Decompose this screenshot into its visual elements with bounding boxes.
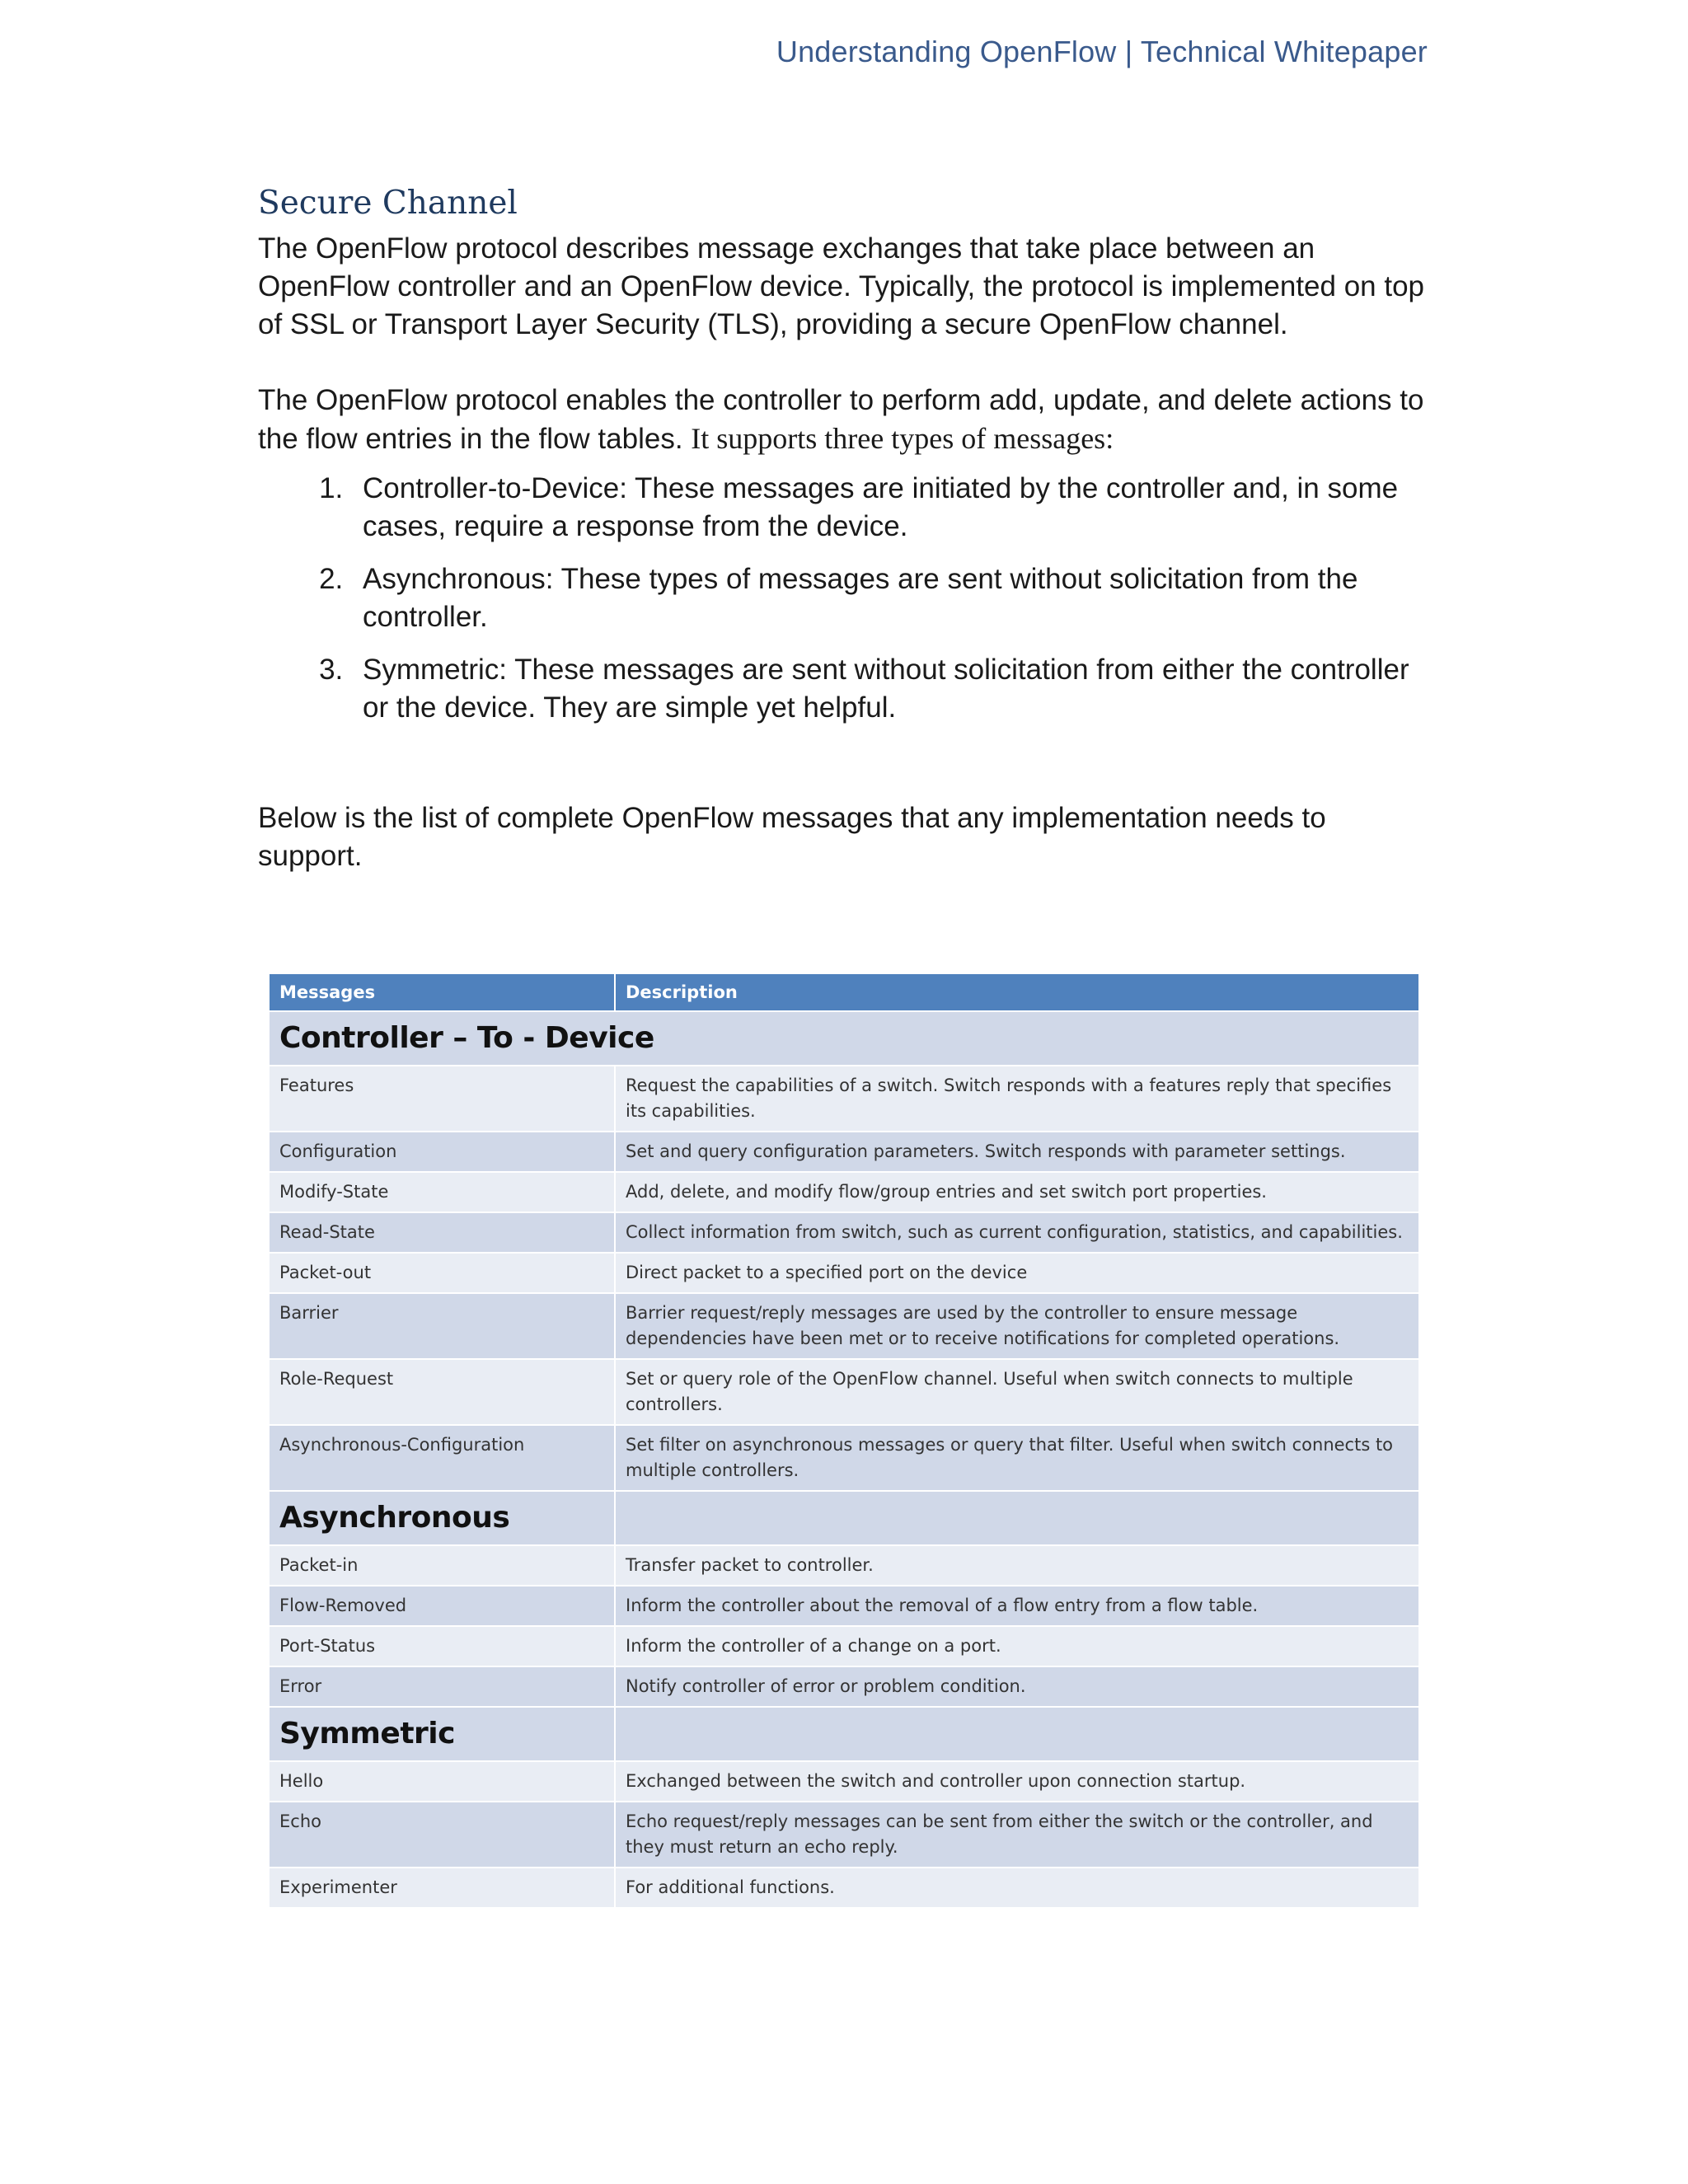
message-name: Modify-State (270, 1173, 614, 1212)
table-intro-paragraph: Below is the list of complete OpenFlow messages that any implementation needs to support. (258, 802, 1326, 872)
message-name: Packet-in (270, 1546, 614, 1585)
list-item: 3. Symmetric: These messages are sent without solicitation from either the controller or the device. They are simple yet helpful. (351, 651, 1428, 727)
message-description: Inform the controller of a change on a port. (616, 1627, 1418, 1666)
group-empty-cell (616, 1708, 1418, 1760)
section-title: Secure Channel (258, 185, 518, 222)
message-types-list (258, 470, 1428, 727)
message-name: Experimenter (270, 1868, 614, 1907)
message-description: Notify controller of error or problem condition. (616, 1667, 1418, 1706)
capabilities-paragraph (258, 382, 1428, 458)
table-row (270, 1066, 1418, 1131)
message-name: Hello (270, 1762, 614, 1801)
column-header-messages: Messages (270, 974, 614, 1010)
group-title: Asynchronous (270, 1492, 614, 1544)
message-name: Port-Status (270, 1627, 614, 1666)
message-description: Add, delete, and modify flow/group entries and set switch port properties. (616, 1173, 1418, 1212)
message-name: Asynchronous-Configuration (270, 1426, 614, 1490)
column-header-description: Description (616, 974, 1418, 1010)
message-name: Error (270, 1667, 614, 1706)
message-name: Role-Request (270, 1360, 614, 1424)
message-description: Barrier request/reply messages are used by the controller to ensure message dependencies have been met or to receive notifications for completed operations. (616, 1294, 1418, 1358)
table-row (270, 1667, 1418, 1706)
list-item: 1. Controller-to-Device: These messages are initiated by the controller and, in some cases, require a response from the device. (351, 470, 1428, 546)
message-description: Set and query configuration parameters. Switch responds with parameter settings. (616, 1132, 1418, 1171)
message-name: Configuration (270, 1132, 614, 1171)
capabilities-text: The OpenFlow protocol enables the controller to perform add, update, and delete actions to the flow entries in the flow tables. (258, 384, 1424, 455)
message-description: Direct packet to a specified port on the device (616, 1254, 1418, 1292)
group-title: Symmetric (270, 1708, 614, 1760)
message-description: Collect information from switch, such as current configuration, statistics, and capabilities. (616, 1213, 1418, 1252)
list-item: 2. Asynchronous: These types of messages are sent without solicitation from the controller. (351, 560, 1428, 636)
page-header: Understanding OpenFlow | Technical Whitepaper (776, 35, 1428, 68)
table-row (270, 1213, 1418, 1252)
message-name: Features (270, 1066, 614, 1131)
message-name: Echo (270, 1802, 614, 1867)
table-row (270, 1360, 1418, 1424)
table-row (270, 1294, 1418, 1358)
message-name: Flow-Removed (270, 1586, 614, 1625)
table-row (270, 1762, 1418, 1801)
message-description: For additional functions. (616, 1868, 1418, 1907)
table-row (270, 1546, 1418, 1585)
group-row-asynchronous (270, 1492, 1418, 1544)
intro-paragraph: The OpenFlow protocol describes message exchanges that take place between an OpenFlow controller and an OpenFlow device. Typically, the protocol is implemented on top of SSL or Transport Layer Security (TLS), providing a secure OpenFlow channel. (258, 232, 1425, 340)
message-description: Request the capabilities of a switch. Switch responds with a features reply that specifies its capabilities. (616, 1066, 1418, 1131)
table-row (270, 1132, 1418, 1171)
group-row-symmetric (270, 1708, 1418, 1760)
message-types-intro: It supports three types of messages: (691, 422, 1114, 455)
group-row-controller-to-device (270, 1012, 1418, 1065)
message-name: Barrier (270, 1294, 614, 1358)
group-title: Controller – To - Device (270, 1012, 1418, 1065)
group-empty-cell (616, 1492, 1418, 1544)
message-description: Set filter on asynchronous messages or query that filter. Useful when switch connects to multiple controllers. (616, 1426, 1418, 1490)
table-row (270, 1173, 1418, 1212)
table-row (270, 1254, 1418, 1292)
openflow-messages-table (268, 972, 1420, 1909)
message-description: Exchanged between the switch and controller upon connection startup. (616, 1762, 1418, 1801)
message-name: Packet-out (270, 1254, 614, 1292)
message-name: Read-State (270, 1213, 614, 1252)
main-content (258, 185, 1428, 875)
message-description: Inform the controller about the removal of a flow entry from a flow table. (616, 1586, 1418, 1625)
message-description: Set or query role of the OpenFlow channel. Useful when switch connects to multiple controllers. (616, 1360, 1418, 1424)
table-row (270, 1868, 1418, 1907)
message-description: Echo request/reply messages can be sent from either the switch or the controller, and they must return an echo reply. (616, 1802, 1418, 1867)
message-description: Transfer packet to controller. (616, 1546, 1418, 1585)
table-row (270, 1627, 1418, 1666)
table-row (270, 1586, 1418, 1625)
table-row (270, 1802, 1418, 1867)
table-row (270, 1426, 1418, 1490)
